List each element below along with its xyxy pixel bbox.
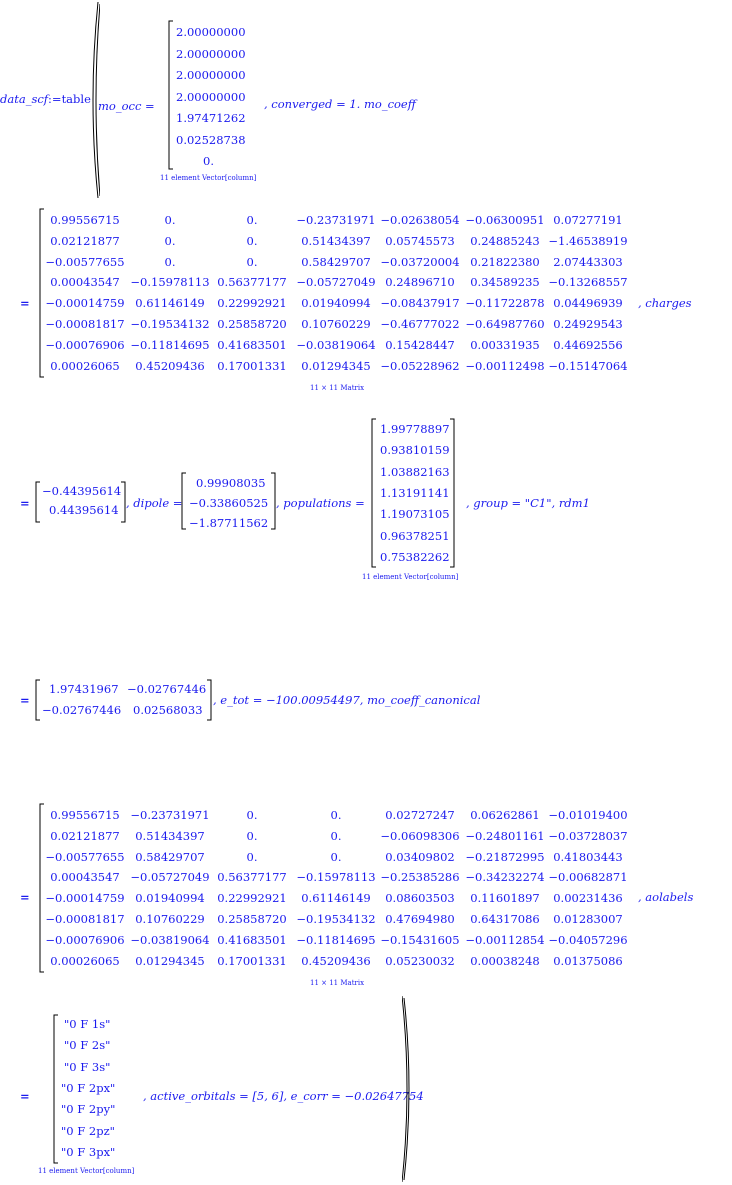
mo-coeff-cell: 0. — [164, 254, 176, 269]
populations-caption: 11 element Vector[column] — [362, 573, 459, 581]
mo-coeff-cell: 0.05745573 — [385, 233, 455, 248]
mo-coeff-canonical-cell: −0.00682871 — [548, 870, 628, 885]
mo-coeff-cell: −0.11814695 — [130, 337, 210, 352]
mo-coeff-cell: 0.01294345 — [301, 358, 371, 373]
mo-coeff-cell: 0. — [246, 213, 258, 227]
mo-coeff-cell: 0.45209436 — [135, 358, 205, 373]
mo-coeff-canonical-cell: −0.03728037 — [548, 828, 628, 843]
populations-bracket-left — [371, 418, 377, 568]
rdm1-00: 1.97431967 — [49, 682, 119, 696]
mo-coeff-canonical-cell: −0.34232274 — [465, 870, 545, 885]
population-value: 0.75382262 — [380, 549, 450, 564]
mo-coeff-canonical-cell: 0.08603503 — [385, 891, 455, 906]
mo-coeff-canonical-cell: 0.02121877 — [50, 828, 120, 843]
aolabels-bracket-left — [53, 1014, 59, 1164]
aolabel-value: "0 F 2py" — [61, 1102, 116, 1117]
mo-coeff-canonical-cell: 0.41803443 — [553, 849, 623, 864]
mo-coeff-cell: 0.04496939 — [553, 296, 623, 311]
mo-coeff-canonical-cell: 0.01283007 — [553, 912, 623, 926]
mo-coeff-cell: −0.00577655 — [45, 254, 125, 269]
mo-occ-value: 2.00000000 — [176, 25, 246, 39]
assign-op: := — [48, 92, 62, 106]
mo-coeff-cell: 0.10760229 — [301, 317, 371, 331]
rdm1-10: −0.02767446 — [42, 703, 122, 717]
mo-coeff-canonical-cell: 0.06262861 — [470, 808, 540, 822]
mo-coeff-cell: −0.03720004 — [380, 254, 460, 269]
mo-coeff-canonical-cell: −0.04057296 — [548, 932, 628, 947]
mo-coeff-canonical-cell: 0. — [330, 828, 342, 843]
rdm1-bracket-left — [35, 679, 41, 721]
mo-coeff-canonical-cell: −0.06098306 — [380, 828, 460, 843]
mo-coeff-cell: 0.44692556 — [553, 337, 623, 352]
mo-coeff-canonical-cell: −0.05727049 — [130, 870, 210, 885]
population-value: 0.96378251 — [380, 528, 450, 543]
mo-coeff-canonical-cell: 0.03409802 — [385, 849, 455, 864]
mo-coeff-canonical-cell: 0.00231436 — [553, 891, 623, 906]
mo-coeff-canonical-cell: −0.11814695 — [296, 932, 376, 947]
mo-coeff-canonical-bracket-left — [39, 803, 45, 973]
mo-coeff-canonical-cell: 0.00038248 — [470, 953, 540, 968]
mo-coeff-canonical-cell: −0.21872995 — [465, 849, 545, 864]
line3-eq: = — [20, 496, 30, 510]
mo-coeff-cell: −0.13268557 — [548, 275, 628, 290]
mo-coeff-canonical-cell: −0.00577655 — [45, 849, 125, 864]
line6-eq: = — [20, 1089, 30, 1103]
mo-coeff-cell: 0.34589235 — [470, 275, 540, 290]
mo-coeff-canonical-caption: 11 × 11 Matrix — [310, 979, 365, 987]
mo-coeff-canonical-cell: 0.61146149 — [301, 891, 371, 906]
mo-coeff-cell: 0.51434397 — [301, 233, 371, 248]
mo-coeff-cell: 0.56377177 — [217, 275, 287, 290]
mo-coeff-cell: 0.00043547 — [50, 275, 120, 290]
mo-coeff-cell: −0.00112498 — [465, 358, 545, 373]
mo-coeff-canonical-cell: 0.51434397 — [135, 828, 205, 843]
mo-coeff-canonical-cell: 0.01375086 — [553, 953, 623, 968]
mo-occ-value: 1.97471262 — [176, 111, 246, 125]
mo-coeff-cell: 0.22992921 — [217, 296, 287, 311]
mo-coeff-cell: −0.64987760 — [465, 317, 545, 331]
mo-coeff-cell: −0.02638054 — [380, 213, 460, 227]
mo-coeff-canonical-cell: 0.58429707 — [135, 849, 205, 864]
mo-coeff-canonical-cell: 0.64317086 — [470, 912, 540, 926]
line1-after: , converged = 1. mo_coeff — [264, 97, 416, 111]
mo-coeff-canonical-cell: 0.01294345 — [135, 953, 205, 968]
mo-coeff-cell: 0.24929543 — [553, 317, 623, 331]
mo-coeff-cell: −0.00076906 — [45, 337, 125, 352]
mo-coeff-canonical-cell: −0.25385286 — [380, 870, 460, 885]
line3-after: , group = "C1", rdm1 — [466, 496, 590, 510]
mo-coeff-canonical-cell: 0.22992921 — [217, 891, 287, 906]
mo-coeff-canonical-cell: −0.24801161 — [465, 828, 545, 843]
mo-coeff-canonical-cell: 0.47694980 — [385, 912, 455, 926]
population-value: 0.93810159 — [380, 443, 450, 458]
mo-occ-value: 2.00000000 — [176, 89, 246, 104]
mo-coeff-cell: 0.01940994 — [301, 296, 371, 311]
mo-coeff-canonical-cell: −0.15978113 — [296, 870, 376, 885]
mo-coeff-caption: 11 × 11 Matrix — [310, 384, 365, 392]
aolabels-caption: 11 element Vector[column] — [38, 1167, 135, 1175]
func-table: table — [61, 92, 91, 106]
mo-occ-value: 2.00000000 — [176, 68, 246, 82]
mo-coeff-canonical-cell: 0. — [330, 808, 342, 822]
mo-coeff-canonical-cell: 0.10760229 — [135, 912, 205, 926]
mo-coeff-canonical-cell: −0.00014759 — [45, 891, 125, 906]
mo-coeff-cell: −0.15978113 — [130, 275, 210, 290]
mo-coeff-cell: −0.05727049 — [296, 275, 376, 290]
mo-coeff-cell: 2.07443303 — [553, 254, 623, 269]
mo-coeff-cell: 0.61146149 — [135, 296, 205, 311]
population-value: 1.13191141 — [380, 485, 450, 500]
mo-coeff-canonical-cell: −0.00076906 — [45, 932, 125, 947]
mo-coeff-cell: 0. — [164, 213, 176, 227]
outer-paren-right — [402, 994, 416, 1184]
mo-coeff-canonical-cell: 0.99556715 — [50, 808, 120, 822]
aolabel-value: "0 F 2px" — [61, 1080, 116, 1095]
mo-coeff-cell: 0.17001331 — [217, 358, 287, 373]
charge-1: 0.44395614 — [49, 503, 119, 517]
aolabel-value: "0 F 1s" — [64, 1017, 111, 1031]
mo-coeff-canonical-cell: 0. — [246, 828, 258, 843]
mo-coeff-canonical-cell: −0.03819064 — [130, 932, 210, 947]
rdm1-bracket-right — [206, 679, 212, 721]
mo-coeff-canonical-cell: −0.15431605 — [380, 932, 460, 947]
mo-coeff-cell: −0.05228962 — [380, 358, 460, 373]
line1-lhs — [0, 92, 91, 106]
mo-coeff-canonical-cell: 0.05230032 — [385, 953, 455, 968]
mo-coeff-cell: 0.00331935 — [470, 337, 540, 352]
mo-coeff-canonical-cell: −0.19534132 — [296, 912, 376, 926]
mo-occ-value: 0. — [203, 154, 214, 168]
mo-coeff-cell: −1.46538919 — [548, 233, 628, 248]
mo-coeff-cell: −0.03819064 — [296, 337, 376, 352]
population-value: 1.19073105 — [380, 507, 450, 522]
mo-coeff-cell: −0.46777022 — [380, 317, 460, 331]
mo-occ-bracket-left — [168, 20, 174, 170]
mo-coeff-cell: 0.25858720 — [217, 317, 287, 331]
mo-coeff-cell: 0.15428447 — [385, 337, 455, 352]
line5-eq: = — [20, 890, 30, 904]
mo-coeff-canonical-cell: −0.01019400 — [548, 808, 628, 822]
mo-coeff-cell: 0.00026065 — [50, 358, 120, 373]
mo-coeff-cell: 0.24885243 — [470, 233, 540, 248]
mo-coeff-cell: 0.24896710 — [385, 275, 455, 290]
dipole-1: −0.33860525 — [189, 496, 269, 510]
mo-coeff-canonical-cell: 0.01940994 — [135, 891, 205, 906]
dipole-bracket-left — [181, 472, 187, 530]
mo-coeff-cell: 0. — [164, 233, 176, 248]
rdm1-11: 0.02568033 — [133, 703, 203, 717]
mo-coeff-cell: −0.00014759 — [45, 296, 125, 311]
dipole-0: 0.99908035 — [196, 476, 266, 490]
line4-eq: = — [20, 693, 30, 707]
mo-coeff-canonical-cell: 0.45209436 — [301, 953, 371, 968]
mo-coeff-cell: 0.41683501 — [217, 337, 287, 352]
rdm1-01: −0.02767446 — [127, 682, 207, 696]
mo-coeff-cell: 0.21822380 — [470, 254, 540, 269]
aolabel-value: "0 F 2pz" — [61, 1123, 115, 1138]
mo-coeff-cell: −0.08437917 — [380, 296, 460, 311]
mo-occ-value: 2.00000000 — [176, 46, 246, 61]
var-data-scf: data_scf — [0, 92, 49, 106]
line4-after: , e_tot = −100.00954497, mo_coeff_canonical — [213, 693, 481, 707]
mo-coeff-cell: −0.23731971 — [296, 213, 376, 227]
mo-coeff-canonical-cell: −0.00081817 — [45, 912, 125, 926]
mo-coeff-cell: −0.19534132 — [130, 317, 210, 331]
mo-occ-caption: 11 element Vector[column] — [160, 174, 257, 182]
line5-after: , aolabels — [638, 890, 694, 904]
mo-coeff-cell: 0.99556715 — [50, 213, 120, 227]
line6-after: , active_orbitals = [5, 6], e_corr = −0.02647754 — [143, 1089, 424, 1103]
mo-coeff-cell: 0. — [246, 254, 258, 269]
mo-coeff-canonical-cell: 0.11601897 — [470, 891, 540, 906]
mo-coeff-canonical-cell: 0.02727247 — [385, 808, 455, 822]
dipole-2: −1.87711562 — [189, 516, 269, 530]
dipole-label: , dipole = — [126, 496, 183, 510]
mo-coeff-cell: 0.58429707 — [301, 254, 371, 269]
populations-bracket-right — [449, 418, 455, 568]
mo-coeff-cell: 0.07277191 — [553, 213, 623, 227]
line2-eq: = — [20, 296, 30, 310]
line2-after: , charges — [638, 296, 692, 310]
mo-coeff-cell: 0.02121877 — [50, 233, 120, 248]
mo-coeff-canonical-cell: 0.17001331 — [217, 953, 287, 968]
mo-coeff-cell: −0.11722878 — [465, 296, 545, 311]
mo-coeff-cell: −0.00081817 — [45, 317, 125, 331]
mo-coeff-canonical-cell: 0.41683501 — [217, 932, 287, 947]
populations-label: , populations = — [276, 496, 365, 510]
mo-coeff-canonical-cell: 0. — [246, 808, 258, 822]
mo-coeff-cell: −0.06300951 — [465, 213, 545, 227]
aolabel-value: "0 F 2s" — [64, 1038, 111, 1053]
aolabel-value: "0 F 3px" — [61, 1144, 116, 1159]
charges-bracket-left — [35, 481, 41, 523]
mo-occ-value: 0.02528738 — [176, 132, 246, 147]
mo-coeff-canonical-cell: 0. — [246, 849, 258, 864]
mo-coeff-bracket-left — [39, 208, 45, 378]
mo-coeff-canonical-cell: 0.00043547 — [50, 870, 120, 885]
mo-coeff-canonical-cell: −0.23731971 — [130, 808, 210, 822]
mo-coeff-canonical-cell: 0.00026065 — [50, 953, 120, 968]
population-value: 1.99778897 — [380, 422, 450, 436]
mo-coeff-canonical-cell: 0.56377177 — [217, 870, 287, 885]
population-value: 1.03882163 — [380, 464, 450, 479]
mo-coeff-canonical-cell: 0.25858720 — [217, 912, 287, 926]
mo-coeff-canonical-cell: 0. — [330, 849, 342, 864]
charge-0: −0.44395614 — [42, 484, 122, 498]
aolabel-value: "0 F 3s" — [64, 1059, 111, 1074]
mo-coeff-cell: 0. — [246, 233, 258, 248]
mo-occ-label: mo_occ = — [98, 99, 155, 113]
mo-coeff-cell: −0.15147064 — [548, 358, 628, 373]
mo-coeff-canonical-cell: −0.00112854 — [465, 932, 545, 947]
